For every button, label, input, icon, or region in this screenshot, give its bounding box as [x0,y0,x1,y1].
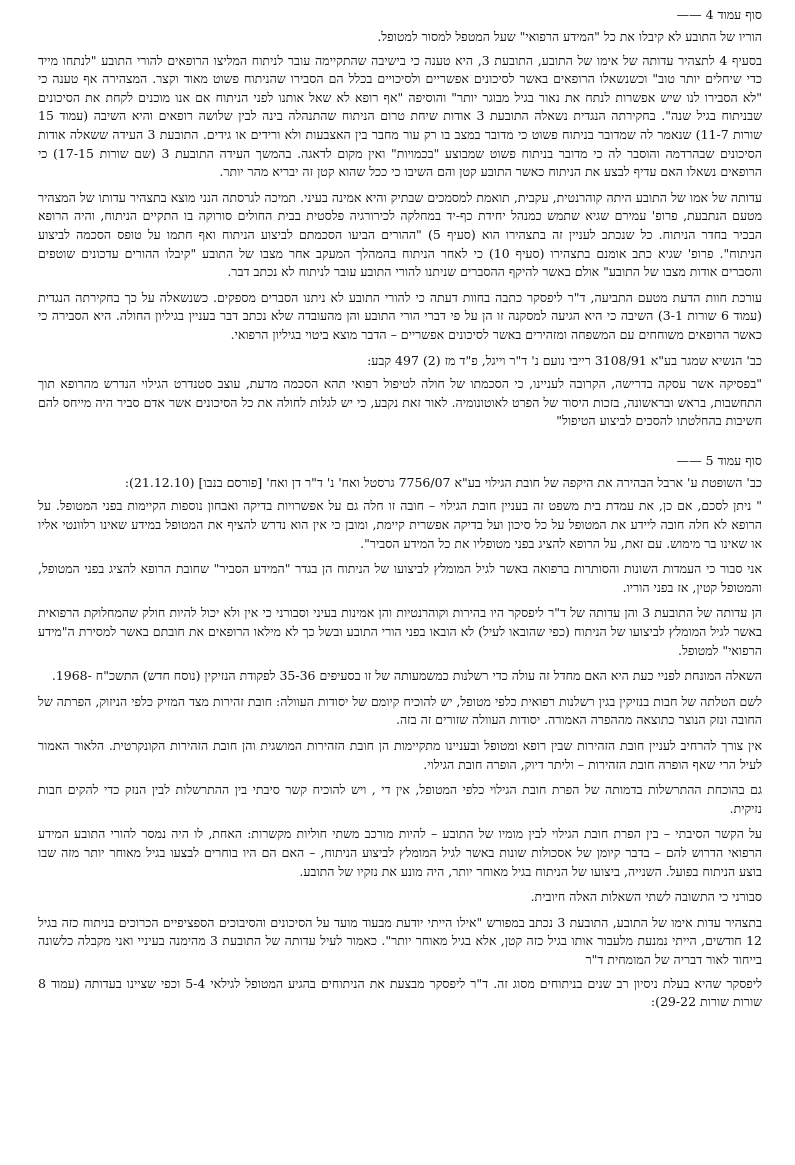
page-marker: סוף עמוד 4 —— [676,7,762,22]
document-page [38,6,762,1019]
citation-intro: כב' הנשיא שמגר בע"א 3108/91 רייבי נועם נ' ד"ר וייגל, פ"ד מז (2) 497 קבע: [367,352,762,368]
page-marker: סוף עמוד 5 —— [676,452,762,468]
paragraph: עורכת חוות הדעת מטעם התביעה, ד"ר ליפסקר כתבה בחוות דעתה כי להורי התובע לא ניתנו הסברים מספקים. כשנשאלה על כך בחקירתה הנגדית (עמוד 6 שורות 3-1) השיבה כי היא הגיעה למסקנה זו הן על פי דברי הורי התובע והן מהעובדה שלא נכתב דבר בעניין בגיליון החולה. היא הסבירה כי כאשר הרופאים משוחחים עם המשפחה ומזהירים באשר לסיכונים אפשריים – הדבר מוצא ביטוי בגיליון הרפואי. [38,289,762,342]
paragraph: לשם הטלתה של חבות בנזיקין בגין רשלנות רפואית כלפי מטופל, יש להוכיח קיומם של יסודות העוולה: חובת זהירות מצד המזיק כלפי הניזוק, הפרתה של החובה ונזק הנוצר כתוצאה מההפרה האמורה. יסודות העוולה שזורים זה בזה. [38,693,762,728]
paragraph: בתצהיר עדות אימו של התובע, התובעת 3 נכתב במפורש "אילו הייתי יודעת מבעוד מועד על הסיכונים והסיבוכים הספציפיים הכרוכים בניתוח כזה בגיל 12 חודשים, הייתי נמנעת מלעבור אותו בגיל כזה קטן, אלא בגיל מאוחר יותר". כאמור לעיל עדותה של התובעת 3 מהימנה בעיניי ואני מקבלה כלשונה בייחוד לאור דבריה של המומחית ד"ר [38,914,762,967]
paragraph: סבורני כי התשובה לשתי השאלות האלה חיובית. [530,889,762,905]
paragraph: בסעיף 4 לתצהיר עדותה של אימו של התובע, התובעת 3, היא טענה כי בישיבה שהתקיימה עובר לניתוח המליצו הרופאים להורי התובע "לנתחו מייד כדי שיחלים יותר טוב" וכשנשאלו הרופאים באשר לסיכונים אפשריים ולסיכויים בכלל הם הסבירו שהניתוח פשוט מאוד וקצר. המצהירה אף טענה כי "לא הסבירו לנו שיש אפשרות לנתח את נאור בגיל מבוגר יותר" והוסיפה "אף רופא לא שאל אותנו לפני הניתוח אם אנו מוכנים לקחת את הסיכונים שבניתוח בגיל שנה". בחקירתה הנגדית נשאלה התובעת 3 אודות שיחת טרום הניתוח שהתנהלה בינה לבין שלושה רופאים והיא השיבה (עמוד 15 שורות 11-7) שנאמר לה שמדובר בניתוח פשוט כי מדובר במצב בו רק עור מחבר בין האצבעות ולא ורידים או גידים. התובעת 3 העידה ששאלה אודות הסיכונים שבהרדמה והוסבר לה כי מדובר בניתוח פשוט שמבוצע "בכמויות" ואין מקום לדאגה. בהמשך העידה התובעת 3 (שם שורות 17-15) כי הרופאים נשאלו האם עדיף לבצע את הניתוח כאשר התובע קטן והם השיבו כי ככל שהוא קטן זה יבריא מהר יותר. [38,52,763,180]
paragraph: עדותה של אמו של התובע היתה קוהרנטית, עקבית, תואמת למסמכים שבתיק והיא אמינה בעיני. תמיכה לגרסתה הנני מוצא בתצהיר עדותו של המצהיר מטעם הנתבעת, פרופ' עמירם שגיא שתמש כמנהל יחידת כף-יד במחלקה לכירורגיה פלסטית בבית החולים סורוקה בו התקיים הניתוח, והיה הרופא הבכיר בחדר הניתוח. כל שנכתב לעניין זה בתצהירו הוא (סעיף 5) "ההורים הביעו הסכמתם לביצוע הניתוח ואף חתמו על טופס הסכמה לביצוע הניתוח". פרופ' שגיא כתב אומנם בתצהירו (סעיף 10) כי לאחר הניתוח בהמהלך המעקב אחר מצבו של התובע "קיבלו ההורים עדכונים שוטפים והסברים אודות מצבו של התובע" אולם באשר להיקף ההסברים שניתנו להורי התובע עובר לניתוח לא נכתב דבר. [38,189,762,280]
block-quote: " ניתן לסכם, אם כן, את עמדת בית משפט זה בעניין חובת הגילוי – חובה זו חלה גם על אפשרויות בדיקה ואבחון נוספות הקיימות בפני המטופל. על הרופא לא חלה חובה ליידע את המטופל על כל סיכון ועל בדיקה אפשרית קיימת, ומובן כי אין הוא נדרש להציף את המטופל במידע שאינו רלוונטי אליו או שאינו בר מימוש. עם זאת, על הרופא להציג בפני מטופליו את כל המידע הסביר". [38,498,762,551]
paragraph: הוריו של התובע לא קיבלו את כל "המידע הרפואי" שעל המטפל למסור למטופל. [377,29,762,44]
paragraph: ליפסקר שהיא בעלת ניסיון רב שנים בניתוחים מסוג זה. ד"ר ליפסקר מבצעת את הניתוחים בהגיע המטופל לגילאי 5-4 וכפי שציינו בעדותה (עמוד 8 שורות שורות 29-22): [38,975,762,1010]
paragraph: השאלה המונחת לפניי כעת היא האם מחדל זה עולה כדי רשלנות כמשמעותה של זו בסעיפים 35-36 לפקודת הנזיקין (נוסח חדש) התשכ"ח -1968. [51,668,762,684]
citation-intro: כב' השופטת ע' ארבל הבהירה את היקפה של חובת הגילוי בע"א 7756/07 גרסטל ואח' נ' ד"ר דן ואח' [פורסם בנבו] (21.12.10): [124,474,762,490]
block-quote: "בפסיקה אשר עסקה בדרישה, הקרובה לעניינו, כי הסכמתו של חולה לטיפול רפואי תהא הסכמה מדעת, עוצב סטנדרט הגילוי הנדרש מהרופא תוך התחשבות, בראש ובראשונה, בזכות היסוד של הפרט לאוטונומיה. לאור זאת נקבע, כי יש לגלות לחולה את כל הסיכונים אשר אדם סביר היה מייחס להם חשיבות בהחלטתו להסכים לביצוע הטיפול" [38,376,762,429]
paragraph: הן עדותה של התובעת 3 והן עדותה של ד"ר ליפסקר היו בהירות וקוהרנטיות והן אמינות בעיני וסבורני כי אין ולא יכול להיות חולק שהמחלוקת הרפואית באשר לגיל המומלץ לביצועו של הניתוח (כפי שהובאו לעיל) לא הובאו בפני הורי התובע ובשל כך לא מילאו הרופאים את חובתם באשר למסירת ה"מידע הרפואי" למטופל. [38,605,762,658]
paragraph: אין צורך להרחיב לעניין חובת הזהירות שבין רופא ומטופל ובעניינו מתקיימות הן חובת הזהירות המושגית והן חובת הזהירות הקונקרטית. הלאור האמור לעיל הרי שאף הופרה חובת הזהירות – וליתר דיוק, הופרה חובת הגילוי. [38,738,762,772]
paragraph: על הקשר הסיבתי – בין הפרת חובת הגילוי לבין מומיו של התובע – להיות מורכב משתי חוליות מקשרות: האחת, לו היה נמסר להורי התובע המידע הרפואי הדרוש להם – בדבר קיומן של אסכולות שונות באשר לגיל המומלץ לביצוע הניתוח, – האם הם היו בוחרים לבצעו בגיל מאוחר יותר מזה שבו בוצע הניתוח בפועל. השנייה, ביצועו של הניתוח בגיל מאוחר יותר, היה מונע את נזקיו של התובע. [38,826,762,879]
paragraph: אני סבור כי העמדות השונות והסותרות ברפואה באשר לגיל המומלץ לביצועו של הניתוח הן בגדר "המידע הסביר" שחובת הרופא להציג בפני המטופל, והמטופל קטין, אז בפני הוריו. [38,561,762,595]
paragraph: גם בהוכחת ההתרשלות בדמותה של הפרת חובת הגילוי כלפי המטופל, אין די , ויש להוכיח קשר סיבתי בין ההתרשלות לבין הנזק כדי להקים חבות נזיקית. [38,782,762,816]
